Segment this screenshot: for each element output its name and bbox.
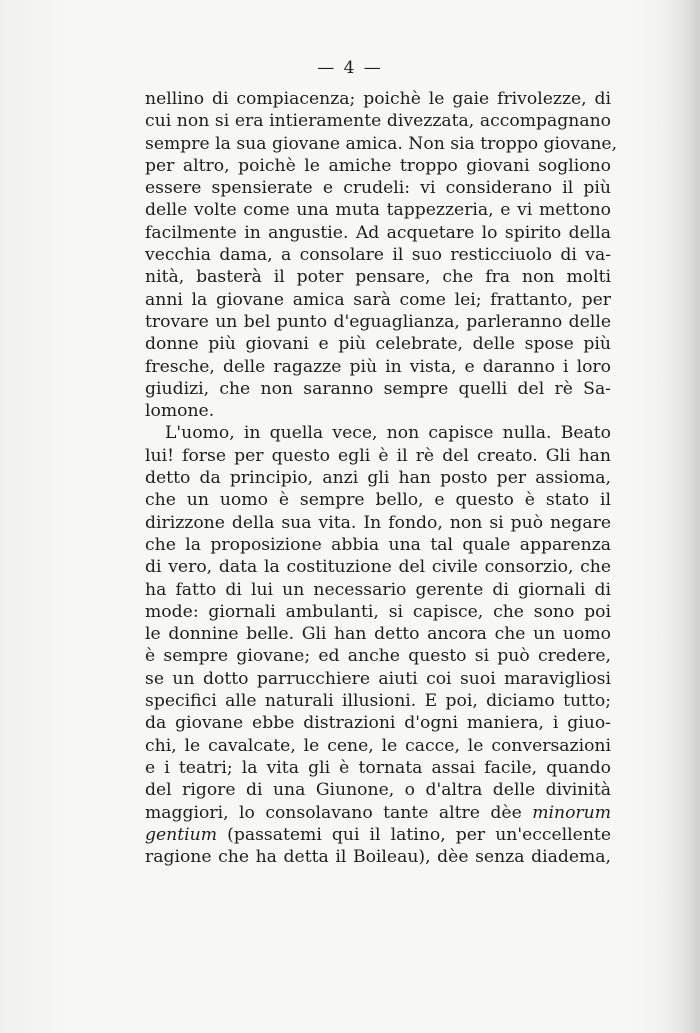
text-line: se un dotto parrucchiere aiuti coi suoi maravigliosi xyxy=(145,668,611,689)
text-line: chi, le cavalcate, le cene, le cacce, le conversazioni xyxy=(145,735,611,756)
text-line: per altro, poichè le amiche troppo giovani sogliono xyxy=(145,155,611,176)
text-line: delle volte come una muta tappezzeria, e vi mettono xyxy=(145,200,611,221)
text-line: di vero, data la costituzione del civile consorzio, che xyxy=(145,557,611,578)
text-line-mixed xyxy=(145,824,611,846)
text-line: cui non si era intieramente divezzata, accompagnano xyxy=(145,111,611,132)
text-line: che la proposizione abbia una tal quale apparenza xyxy=(145,534,611,555)
italic-latin-word: gentium xyxy=(145,824,218,845)
text-line: sempre la sua giovane amica. Non sia troppo giovane, xyxy=(145,133,618,154)
text-line: giudizi, che non saranno sempre quelli del rè Sa- xyxy=(145,378,611,399)
text-line: L'uomo, in quella vece, non capisce nulla. Beato xyxy=(165,423,611,444)
text-line: nellino di compiacenza; poichè le gaie frivolezze, di xyxy=(145,89,611,109)
text-segment: (passatemi qui il latino, per un'eccellente xyxy=(227,824,611,845)
text-line: del rigore di una Giunone, o d'altra delle divinità xyxy=(145,780,611,801)
text-line: dirizzone della sua vita. In fondo, non si può negare xyxy=(145,512,611,533)
text-line: trovare un bel punto d'eguaglianza, parleranno delle xyxy=(145,311,611,332)
body-text xyxy=(145,88,618,868)
page-number: — 4 — xyxy=(317,58,383,78)
text-line: ha fatto di lui un necessario gerente di giornali di xyxy=(145,579,611,600)
text-line: facilmente in angustie. Ad acquetare lo spirito della xyxy=(145,222,611,243)
text-line: che un uomo è sempre bello, e questo è stato il xyxy=(145,490,611,511)
text-line: detto da principio, anzi gli han posto per assioma, xyxy=(145,468,611,489)
text-segment: maggiori, lo consolavano tante altre dèe xyxy=(145,802,522,823)
italic-latin-word: minorum xyxy=(532,802,612,823)
text-line: le donnine belle. Gli han detto ancora che un uomo xyxy=(145,624,611,645)
text-line: fresche, delle ragazze più in vista, e daranno i loro xyxy=(145,356,611,377)
text-line: lui! forse per questo egli è il rè del creato. Gli han xyxy=(145,445,611,466)
text-line: essere spensierate e crudeli: vi considerano il più xyxy=(145,178,611,199)
text-line-mixed xyxy=(145,802,611,824)
text-line: e i teatri; la vita gli è tornata assai facile, quando xyxy=(145,757,611,778)
text-line: nità, basterà il poter pensare, che fra non molti xyxy=(145,267,611,288)
text-line: vecchia dama, a consolare il suo resticciuolo di va- xyxy=(145,245,611,266)
text-line: mode: giornali ambulanti, si capisce, che sono poi xyxy=(145,601,611,622)
text-line: donne più giovani e più celebrate, delle spose più xyxy=(145,334,611,355)
page-edge-shadow xyxy=(662,0,700,1033)
text-line: specifici alle naturali illusioni. E poi, diciamo tutto; xyxy=(145,691,611,712)
text-line: da giovane ebbe distrazioni d'ogni maniera, i giuo- xyxy=(145,713,611,734)
text-line: è sempre giovane; ed anche questo si può credere, xyxy=(145,646,611,667)
text-line: anni la giovane amica sarà come lei; frattanto, per xyxy=(145,289,611,310)
text-line: lomone. xyxy=(145,401,215,422)
text-line: ragione che ha detta il Boileau), dèe senza diadema, xyxy=(145,847,611,868)
